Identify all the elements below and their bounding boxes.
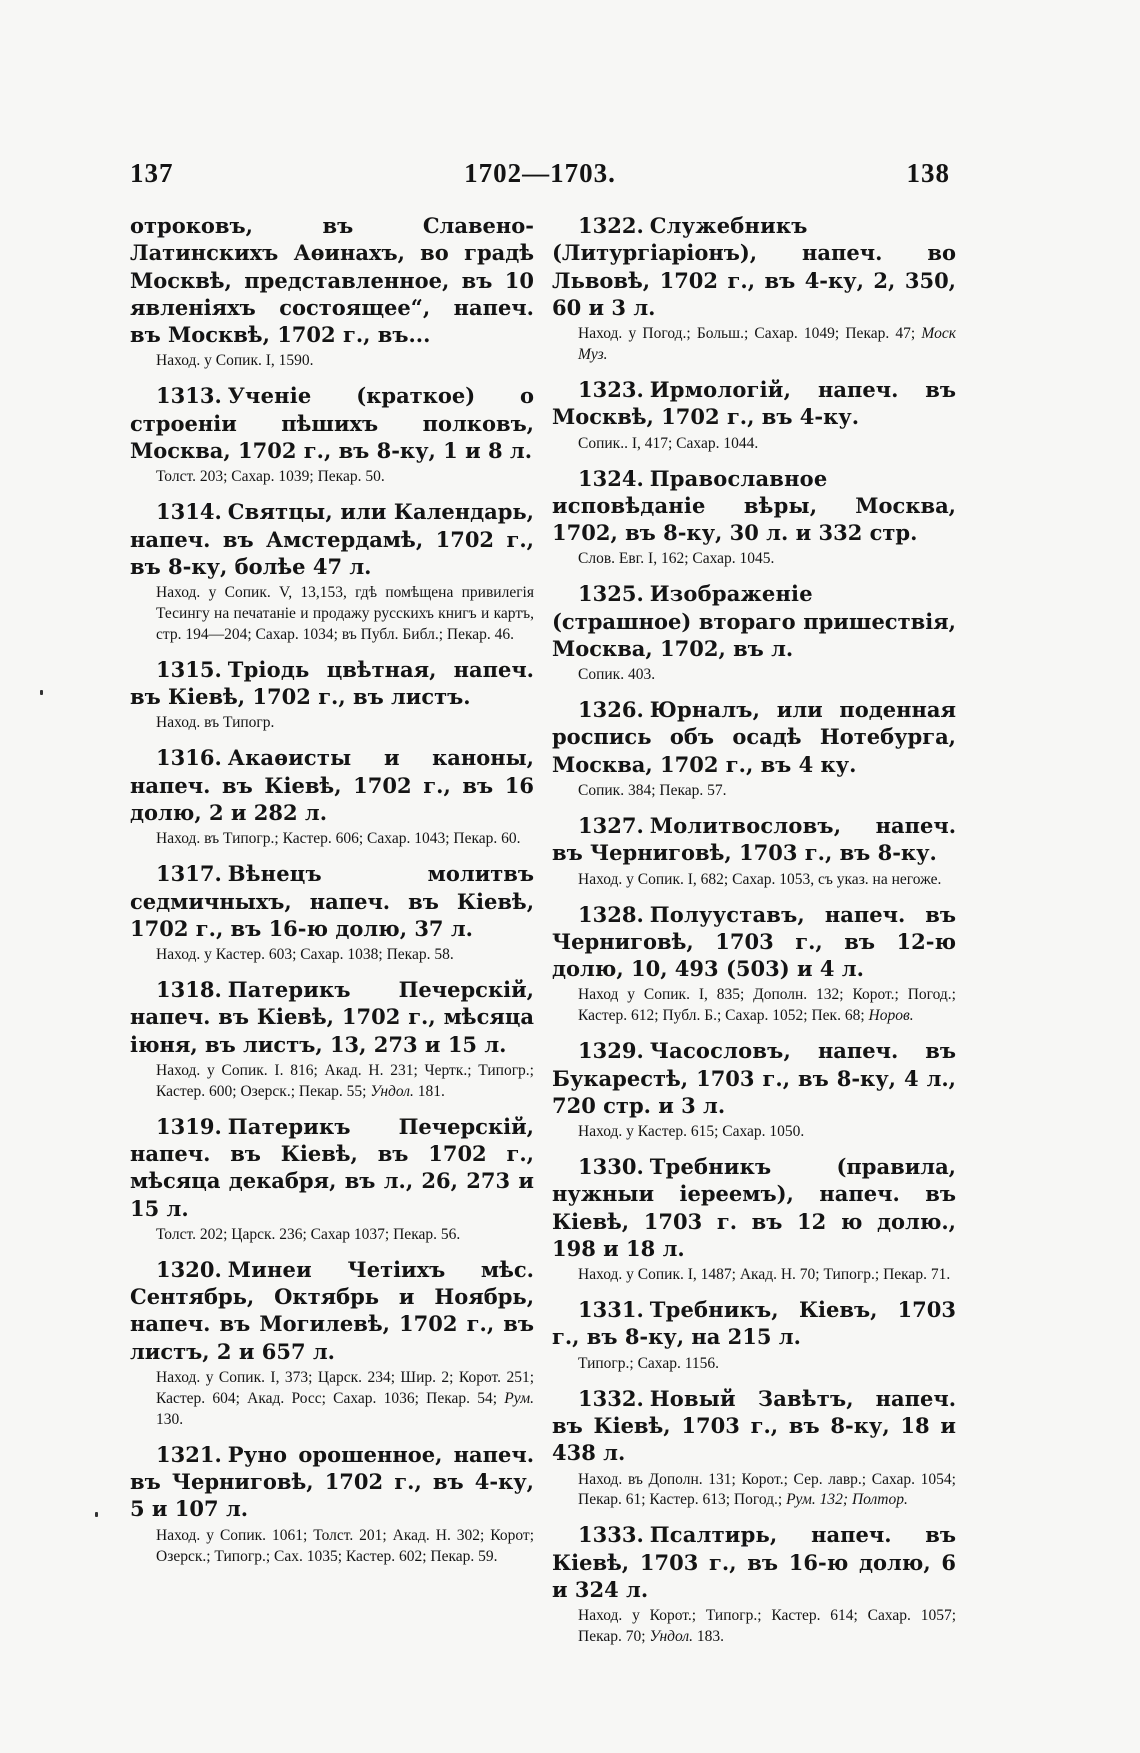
- entry-description: или Календарь, напеч. въ Амстердамѣ, 1702 г., въ 8-ку, болѣе 47 л.: [130, 499, 534, 579]
- bibliography-entry: [552, 1296, 956, 1375]
- note-text: Сопик.. I, 417; Сахар. 1044.: [578, 434, 759, 452]
- note-text: Наход. у Сопик. I. 816; Акад. Н. 231; Чертк.; Типогр.; Кастер. 600; Озерск.; Пекар. 55;: [156, 1061, 534, 1100]
- entry-description: (правила, нужныи іереемъ), напеч. въ Кіевѣ, 1703 г. въ 12 ю долю., 198 и 18 л.: [552, 1154, 956, 1261]
- bibliography-entry: [552, 1521, 956, 1648]
- entry-description: (Литургіаріонъ), напеч. во Львовѣ, 1702 г., въ 4-ку, 2, 350, 60 и 3 л.: [552, 240, 956, 320]
- entry-description: напеч. въ Кіевѣ, 1703 г., въ 8-ку, 18 и 438 л.: [552, 1385, 956, 1466]
- entry-number: 1314.: [156, 499, 222, 525]
- bibliography-entry: [552, 901, 956, 1028]
- bibliography-entry: [552, 580, 956, 686]
- note-text: Наход. у Погод.; Больш.; Сахар. 1049; Пекар. 47;: [578, 325, 916, 343]
- entry-text: [552, 1385, 956, 1467]
- bibliography-entry: [130, 382, 534, 488]
- note-page-ref: 183.: [696, 1628, 725, 1646]
- entry-description: или поденная роспись объ осадѣ Нотебурга, Москва, 1702 г., въ 4 ку.: [552, 697, 956, 777]
- bibliography-entry: [552, 696, 956, 802]
- bibliography-entry: [130, 498, 534, 646]
- note-text: Наход. у Сопик. 1061; Толст. 201; Акад. Н. 302; Корот; Озерск.; Типогр.; Сах. 1035; Кастер. 602; Пекар. 59.: [156, 1526, 534, 1565]
- entry-number: 1331.: [578, 1297, 644, 1323]
- note-italic-source: Ундол.: [649, 1628, 694, 1646]
- entry-text: [552, 1521, 956, 1603]
- note-text: Наход. въ Типогр.; Кастер. 606; Сахар. 1043; Пекар. 60.: [156, 830, 521, 848]
- entry-text: [130, 656, 534, 711]
- entry-holdings-note: [552, 781, 956, 802]
- entry-number: 1319.: [156, 1113, 222, 1139]
- note-text: Наход. у Кастер. 603; Сахар. 1038; Пекар. 58.: [156, 946, 454, 964]
- entry-description: напеч. въ Москвѣ, 1702 г., въ 4-ку.: [552, 377, 956, 430]
- entry-title: Изображеніе: [649, 581, 813, 607]
- entry-text: [552, 1296, 956, 1351]
- entry-number: 1329.: [578, 1038, 644, 1064]
- entry-holdings-note: [130, 829, 534, 850]
- note-italic-source: Норов.: [868, 1007, 914, 1025]
- entry-description: Кіевъ, 1703 г., въ 8-ку, на 215 л.: [552, 1297, 956, 1350]
- entry-title: Руно: [227, 1441, 288, 1467]
- bibliography-entry: [130, 1113, 534, 1246]
- bibliography-entry: [130, 212, 534, 372]
- note-italic-source: Ундол.: [370, 1082, 414, 1100]
- entry-text: [552, 465, 956, 547]
- note-text: Слов. Евг. I, 162; Сахар. 1045.: [578, 550, 775, 568]
- entry-text: [552, 376, 956, 431]
- entry-holdings-note: [130, 713, 534, 734]
- entry-holdings-note: [552, 434, 956, 455]
- entry-title: Полууставъ,: [649, 901, 805, 927]
- entry-number: 1333.: [578, 1522, 644, 1548]
- entry-number: 1330.: [578, 1154, 644, 1180]
- entry-title: Святцы,: [227, 499, 333, 525]
- note-text: Сопик. 384; Пекар. 57.: [578, 782, 727, 800]
- entry-text: [130, 976, 534, 1058]
- entry-description: и каноны, напеч. въ Кіевѣ, 1702 г., въ 16 долю, 2 и 282 л.: [130, 745, 534, 825]
- entry-text: [130, 498, 534, 580]
- entry-number: 1328.: [578, 901, 644, 927]
- entry-holdings-note: [552, 985, 956, 1027]
- entry-title: Псалтирь,: [649, 1522, 778, 1548]
- entry-title: Патерикъ: [227, 1113, 351, 1139]
- entry-description: отроковъ, въ Славено-Латинскихъ Аѳинахъ, во градѣ Москвѣ, представленное, въ 10 явленіяхъ состоящее“, напеч. въ Москвѣ, 1702 г., въ...: [130, 213, 534, 348]
- note-text: Наход. у Сопик. I, 682; Сахар. 1053, съ указ. на негоже.: [578, 870, 942, 888]
- page-number-right: 138: [906, 158, 950, 188]
- right-column: [552, 212, 956, 1658]
- entry-number: 1326.: [578, 697, 644, 723]
- note-text: Толст. 203; Сахар. 1039; Пекар. 50.: [156, 468, 385, 486]
- note-text: Наход. у Кастер. 615; Сахар. 1050.: [578, 1123, 805, 1141]
- bibliography-entry: [552, 212, 956, 366]
- bibliography-entry: [130, 1441, 534, 1568]
- entry-holdings-note: [552, 870, 956, 891]
- entry-number: 1324.: [578, 465, 644, 491]
- entry-number: 1321.: [156, 1441, 222, 1467]
- entry-number: 1313.: [156, 383, 222, 409]
- entry-text: [130, 860, 534, 942]
- entry-text: [130, 382, 534, 464]
- entry-description: орошенное, напеч. въ Черниговѣ, 1702 г., въ 4-ку, 5 и 107 л.: [130, 1441, 534, 1522]
- note-page-ref: 130.: [156, 1410, 184, 1428]
- note-text: Толст. 202; Царск. 236; Сахар 1037; Пекар. 56.: [156, 1225, 461, 1243]
- year-range-heading: 1702—1703.: [464, 158, 616, 188]
- note-text: Типогр.; Сахар. 1156.: [578, 1354, 720, 1372]
- entry-title: Вѣнецъ: [227, 861, 322, 887]
- entry-title: Требникъ,: [649, 1297, 779, 1323]
- entry-text: [552, 1153, 956, 1262]
- entry-text: [130, 1256, 534, 1365]
- entry-holdings-note: [552, 1470, 956, 1512]
- entry-holdings-note: [130, 1368, 534, 1431]
- entry-holdings-note: [130, 351, 534, 372]
- entry-title: Ученіе: [227, 383, 312, 409]
- entry-description: напеч. въ Черниговѣ, 1703 г., въ 12-ю долю, 10, 493 (503) и 4 л.: [552, 901, 957, 982]
- entry-text: [552, 901, 956, 983]
- entry-number: 1322.: [578, 213, 644, 238]
- entry-title: Ирмологій,: [649, 377, 792, 403]
- entry-text: [552, 212, 956, 321]
- entry-number: 1332.: [578, 1385, 644, 1411]
- entry-holdings-note: [552, 1122, 956, 1143]
- entry-title: Юрналъ,: [649, 697, 761, 723]
- note-italic-source: Рум.: [504, 1389, 534, 1407]
- entry-title: Часословъ,: [649, 1038, 791, 1064]
- scan-speck: [40, 690, 43, 695]
- entry-holdings-note: [552, 324, 956, 366]
- bibliography-entry: [552, 1153, 956, 1286]
- entry-holdings-note: [552, 1265, 956, 1286]
- entry-number: 1323.: [578, 377, 644, 403]
- entry-title: Патерикъ: [227, 977, 351, 1003]
- entry-title: Служебникъ: [649, 213, 808, 238]
- page-header: [130, 158, 950, 198]
- entry-text: [552, 580, 956, 662]
- bibliography-entry: [130, 744, 534, 850]
- entry-holdings-note: [130, 583, 534, 646]
- entry-description: напеч. въ Черниговѣ, 1703 г., въ 8-ку.: [552, 812, 956, 866]
- note-text: Сопик. 403.: [578, 666, 656, 684]
- entry-description: напеч. въ Кіевѣ, 1703 г., въ 16-ю долю, 6 и 324 л.: [552, 1522, 956, 1602]
- entry-holdings-note: [130, 467, 534, 488]
- entry-holdings-note: [130, 1526, 534, 1568]
- entry-number: 1318.: [156, 977, 222, 1003]
- note-text: Наход. въ Дополн. 131; Корот.; Сер. лавр.; Сахар. 1054; Пекар. 61; Кастер. 613; Погод.;: [578, 1470, 956, 1509]
- entry-description: цвѣтная, напеч. въ Кіевѣ, 1702 г., въ листъ.: [130, 656, 534, 710]
- bibliography-entry: [552, 812, 956, 891]
- page-number-left: 137: [130, 158, 174, 188]
- entry-text: [130, 1113, 534, 1222]
- note-italic-source: Рум. 132; Полтор.: [786, 1491, 908, 1509]
- entry-number: 1316.: [156, 745, 222, 771]
- left-column: [130, 212, 534, 1578]
- entry-text: [130, 744, 534, 826]
- entry-holdings-note: [130, 1225, 534, 1246]
- bibliography-entry: [552, 1385, 956, 1512]
- entry-holdings-note: [552, 665, 956, 686]
- entry-title: Требникъ: [649, 1154, 772, 1180]
- entry-title: Тріодь: [227, 656, 310, 682]
- note-text: Наход. у Сопик. I, 1590.: [156, 352, 314, 370]
- bibliography-entry: [130, 656, 534, 735]
- entry-title: Новый Завѣтъ,: [649, 1385, 854, 1411]
- entry-description: Печерскій, напеч. въ Кіевѣ, 1702 г., мѣсяца іюня, въ листъ, 13, 273 и 15 л.: [130, 977, 534, 1057]
- entry-number: 1325.: [578, 581, 644, 607]
- bibliography-entry: [130, 976, 534, 1103]
- note-text: Наход у Сопик. I, 835; Дополн. 132; Корот.; Погод.; Кастер. 612; Публ. Б.; Сахар. 1052; Пек. 68;: [578, 986, 956, 1025]
- entry-number: 1327.: [578, 812, 644, 838]
- bibliography-entry: [552, 1037, 956, 1143]
- entry-title: Минеи: [227, 1256, 312, 1282]
- note-text: Наход. въ Типогр.: [156, 714, 275, 732]
- note-text: Наход. у Корот.; Типогр.; Кастер. 614; Сахар. 1057; Пекар. 70;: [578, 1607, 956, 1646]
- entry-description: Москва, 1702, въ 8-ку, 30 л. и 332 стр.: [552, 492, 956, 546]
- entry-holdings-note: [552, 1606, 956, 1648]
- entry-description: (краткое) о строеніи пѣшихъ полковъ, Москва, 1702 г., въ 8-ку, 1 и 8 л.: [130, 383, 534, 463]
- scan-speck: [95, 1512, 98, 1517]
- entry-holdings-note: [130, 1061, 534, 1103]
- entry-description: напеч. въ Букарестѣ, 1703 г., въ 8-ку, 4 л., 720 стр. и 3 л.: [552, 1038, 957, 1118]
- entry-description: Четіихъ мѣс. Сентябрь, Октябрь и Ноябрь, напеч. въ Могилевѣ, 1702 г., въ листъ, 2 и 657 л.: [130, 1256, 534, 1364]
- note-text: Наход. у Сопик. V, 13,153, гдѣ помѣщена привилегія Тесингу на печатаніе и продажу русскихъ книгъ и картъ, стр. 194—204; Сахар. 1034; въ Публ. Библ.; Пекар. 46.: [156, 584, 534, 643]
- entry-holdings-note: [552, 549, 956, 570]
- entry-number: 1320.: [156, 1256, 222, 1282]
- entry-number: 1317.: [156, 861, 222, 887]
- entry-title: Молитвословъ,: [649, 812, 842, 838]
- entry-text: [552, 696, 956, 778]
- entry-holdings-note: [552, 1354, 956, 1375]
- entry-title: Православное исповѣданіе вѣры,: [552, 465, 828, 518]
- entry-text: [552, 812, 956, 867]
- bibliography-entry: [130, 1256, 534, 1431]
- note-text: Наход. у Сопик. I, 373; Царск. 234; Шир. 2; Корот. 251; Кастер. 604; Акад. Росс; Сахар. 1036; Пекар. 54;: [156, 1369, 534, 1407]
- bibliography-entry: [552, 376, 956, 455]
- entry-text: [552, 1037, 956, 1119]
- bibliography-entry: [552, 465, 956, 571]
- entry-description: (страшное) втораго пришествія, Москва, 1702, въ л.: [552, 608, 956, 661]
- note-page-ref: 181.: [417, 1082, 445, 1100]
- entry-holdings-note: [130, 945, 534, 966]
- entry-text: [130, 1441, 534, 1523]
- entry-description: молитвъ седмичныхъ, напеч. въ Кіевѣ, 1702 г., въ 16-ю долю, 37 л.: [130, 861, 534, 941]
- entry-number: 1315.: [156, 656, 222, 682]
- bibliography-entry: [130, 860, 534, 966]
- entry-description: Печерскій, напеч. въ Кіевѣ, въ 1702 г., мѣсяца декабря, въ л., 26, 273 и 15 л.: [130, 1113, 534, 1221]
- note-text: Наход. у Сопик. I, 1487; Акад. Н. 70; Типогр.; Пекар. 71.: [578, 1266, 951, 1284]
- entry-title: Акаѳисты: [227, 745, 352, 771]
- note-italic-source: Моск Муз.: [578, 325, 956, 364]
- entry-text: [130, 212, 534, 348]
